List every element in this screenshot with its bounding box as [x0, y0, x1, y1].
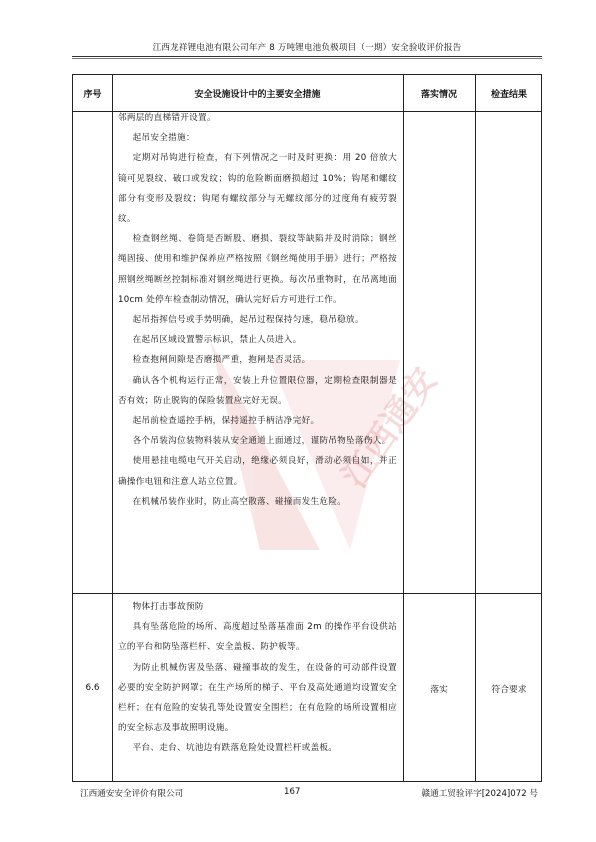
measures-table — [72, 74, 542, 782]
measure-paragraph: 为防止机械伤害及坠落、碰撞事故的发生，在设备的可动部件设置必要的安全防护网罩；在生产场所的梯子、平台及高处通道均设置安全栏杆；在有危险的安装孔等处设置安全围栏；在有危险的场所设置相应的安全标志及事故照明设施。 — [118, 662, 397, 734]
measure-paragraph: 在起吊区域设置警示标识，禁止人员进入。 — [132, 335, 302, 346]
report-number: 赣通工贸验评字[2024]072 号 — [421, 789, 538, 799]
measure-paragraph: 定期对吊钩进行检查，有下列情况之一时及时更换：用 20 倍放大镜可见裂纹、破口或发纹；钩的危险断面磨损超过 10%；钩尾和螺纹部分有变形及裂纹；钩尾有螺纹部分与无螺纹部分的过度角有疲劳裂纹。 — [118, 153, 397, 225]
col-header-measures: 安全设施设计中的主要安全措施 — [194, 89, 321, 100]
row-number: 6.6 — [85, 683, 100, 693]
measure-paragraph: 使用悬挂电缆电气开关启动，绝缘必须良好，滑动必须自如，并正确操作电钮和注意人站立位置。 — [118, 456, 397, 487]
measure-paragraph: 邻两层的直梯错开设置。 — [118, 113, 216, 123]
row-result: 符合要求 — [491, 684, 527, 695]
header-rule-secondary — [72, 58, 542, 59]
measure-paragraph: 起吊安全措施： — [132, 133, 195, 144]
watermark-text: 江西通安 — [334, 360, 446, 496]
measure-paragraph: 起吊前检查遥控手柄，保持遥控手柄洁净完好。 — [132, 416, 320, 427]
col-header-result: 检查结果 — [490, 89, 527, 100]
col-divider — [112, 75, 113, 781]
measure-paragraph: 确认各个机构运行正常，安装上升位置限位器，定期检查限制器是否有效；防止脱钩的保险装置应完好无误。 — [118, 375, 397, 406]
measure-paragraph: 检查抱闸间隙是否磨损严重，抱闸是否灵活。 — [132, 355, 311, 366]
col-header-number: 序号 — [83, 89, 102, 100]
measure-paragraph: 具有坠落危险的场所、高度超过坠落基准面 2m 的操作平台设供站立的平台和防坠落栏杆、安全盖板、防护板等。 — [118, 622, 397, 653]
measure-paragraph: 在机械吊装作业时，防止高空散落、碰撞而发生危险。 — [132, 496, 347, 507]
measure-paragraph: 起吊指挥信号或手势明确，起吊过程保持匀速，稳吊稳放。 — [132, 315, 364, 326]
header-rule — [72, 56, 542, 57]
row-measures — [118, 597, 397, 759]
col-header-status: 落实情况 — [420, 89, 457, 100]
page-header: 江西龙祥锂电池有限公司年产 8 万吨锂电池负极项目（一期）安全验收评价报告 — [152, 43, 462, 53]
footer-company: 江西通安安全评价有限公司 — [80, 789, 184, 799]
measure-paragraph: 平台、走台、坑池边有跌落危险处设置栏杆或盖板。 — [132, 743, 338, 754]
measure-paragraph: 物体打击事故预防 — [132, 602, 204, 612]
measure-paragraph: 各个吊装沟位装物料装从安全通道上面通过，谨防吊物坠落伤人。 — [132, 436, 391, 447]
measure-paragraph: 检查钢丝绳、卷筒是否断股、磨损、裂纹等缺陷并及时消除；钢丝绳固接、使用和维护保养应严格按照《钢丝绳使用手册》进行；严格按照钢丝绳断丝控制标准对钢丝绳进行更换。每次吊重物时，在吊离地面 10cm 处停车检查制动情况，确认完好后方可进行工作。 — [118, 234, 397, 305]
row-status: 落实 — [430, 684, 448, 695]
row-measures-continued — [118, 108, 397, 512]
page-number: 167 — [284, 787, 301, 797]
